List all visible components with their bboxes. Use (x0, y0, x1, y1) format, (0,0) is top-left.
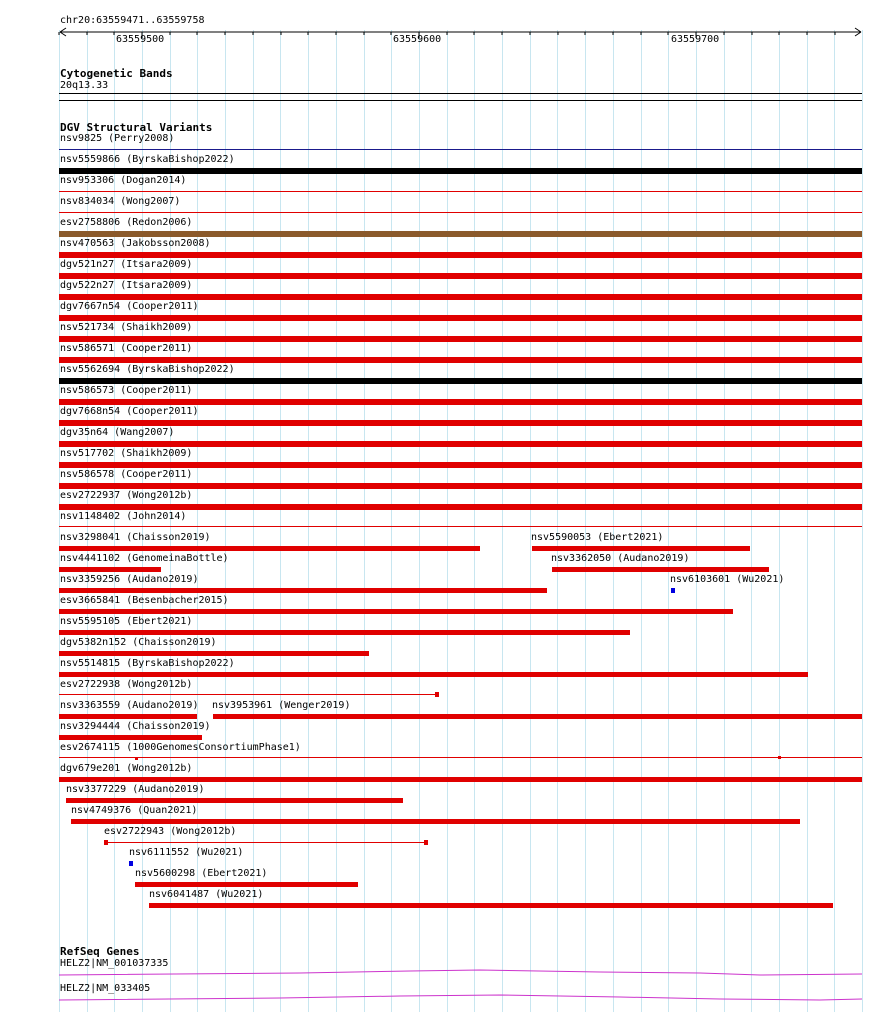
dgv-feature-glyph[interactable] (59, 441, 862, 447)
dgv-feature-glyph[interactable] (59, 149, 862, 150)
grid-line (862, 30, 863, 1012)
dgv-feature-label[interactable]: nsv834034 (Wong2007) (60, 196, 181, 207)
grid-line (641, 30, 642, 1012)
dgv-feature-label[interactable]: nsv586573 (Cooper2011) (60, 385, 193, 396)
dgv-feature-glyph[interactable] (59, 694, 438, 695)
dgv-feature-glyph[interactable] (149, 903, 833, 908)
dgv-feature-label[interactable]: esv2758806 (Redon2006) (60, 217, 193, 228)
dgv-feature-label[interactable]: nsv517702 (Shaikh2009) (60, 448, 193, 459)
gene-glyph (59, 970, 862, 975)
grid-line (696, 30, 697, 1012)
dgv-feature-endcap (778, 756, 781, 759)
ruler-tick-label: 63559600 (393, 34, 442, 45)
cytoband-line[interactable] (59, 93, 862, 94)
grid-line (530, 30, 531, 1012)
dgv-feature-glyph[interactable] (59, 735, 202, 740)
dgv-feature-label[interactable]: nsv521734 (Shaikh2009) (60, 322, 193, 333)
dgv-feature-label[interactable]: esv3665841 (Besenbacher2015) (60, 595, 229, 606)
dgv-feature-label[interactable]: esv2722943 (Wong2012b) (104, 826, 237, 837)
gene-glyphs (0, 965, 890, 1005)
dgv-feature-glyph[interactable] (129, 861, 133, 866)
dgv-feature-glyph[interactable] (59, 526, 862, 527)
grid-line (197, 30, 198, 1012)
dgv-feature-label[interactable]: dgv679e201 (Wong2012b) (60, 763, 193, 774)
dgv-feature-label[interactable]: nsv5590053 (Ebert2021) (531, 532, 664, 543)
dgv-feature-label[interactable]: nsv953306 (Dogan2014) (60, 175, 187, 186)
track-divider (59, 100, 862, 101)
grid-line (751, 30, 752, 1012)
ruler-tick-label: 63559700 (671, 34, 720, 45)
dgv-feature-label[interactable]: nsv6041487 (Wu2021) (149, 889, 264, 900)
dgv-feature-glyph[interactable] (59, 483, 862, 489)
dgv-feature-glyph[interactable] (59, 212, 862, 213)
dgv-feature-label[interactable]: esv2674115 (1000GenomesConsortiumPhase1) (60, 742, 301, 753)
dgv-feature-glyph[interactable] (59, 231, 862, 237)
cytoband-track-title: Cytogenetic Bands (60, 67, 173, 80)
dgv-feature-glyph[interactable] (59, 273, 862, 279)
grid-line (391, 30, 392, 1012)
dgv-feature-label[interactable]: nsv5600298 (Ebert2021) (135, 868, 268, 879)
dgv-feature-label[interactable]: dgv522n27 (Itsara2009) (60, 280, 193, 291)
grid-line (807, 30, 808, 1012)
dgv-feature-endcap (424, 840, 428, 845)
dgv-feature-label[interactable]: dgv521n27 (Itsara2009) (60, 259, 193, 270)
dgv-feature-label[interactable]: nsv586578 (Cooper2011) (60, 469, 193, 480)
dgv-feature-label[interactable]: nsv3953961 (Wenger2019) (212, 700, 351, 711)
dgv-feature-label[interactable]: nsv3377229 (Audano2019) (66, 784, 205, 795)
dgv-feature-glyph[interactable] (59, 757, 862, 758)
dgv-feature-glyph[interactable] (213, 714, 862, 719)
dgv-feature-endcap (104, 840, 108, 845)
dgv-feature-label[interactable]: nsv3362050 (Audano2019) (551, 553, 690, 564)
grid-line (613, 30, 614, 1012)
dgv-feature-glyph[interactable] (105, 842, 427, 843)
dgv-feature-glyph[interactable] (59, 336, 862, 342)
grid-line (280, 30, 281, 1012)
dgv-feature-glyph[interactable] (59, 630, 630, 635)
grid-line (724, 30, 725, 1012)
dgv-feature-label[interactable]: nsv3294444 (Chaisson2019) (60, 721, 211, 732)
dgv-feature-glyph[interactable] (59, 252, 862, 258)
dgv-feature-label[interactable]: nsv6103601 (Wu2021) (670, 574, 785, 585)
dgv-feature-label[interactable]: nsv470563 (Jakobsson2008) (60, 238, 211, 249)
dgv-feature-glyph[interactable] (59, 777, 862, 782)
grid-line (834, 30, 835, 1012)
dgv-feature-glyph[interactable] (59, 546, 480, 551)
dgv-feature-glyph[interactable] (671, 588, 675, 593)
gene-label[interactable]: HELZ2|NM_033405 (60, 983, 151, 994)
refseq-track-title: RefSeq Genes (60, 945, 140, 958)
dgv-feature-glyph[interactable] (71, 819, 800, 824)
dgv-feature-glyph[interactable] (59, 168, 862, 174)
dgv-feature-label[interactable]: nsv4441102 (GenomeinaBottle) (60, 553, 229, 564)
dgv-feature-glyph[interactable] (532, 546, 750, 551)
dgv-feature-label[interactable]: nsv5559866 (ByrskaBishop2022) (60, 154, 235, 165)
dgv-feature-label[interactable]: nsv4749376 (Quan2021) (71, 805, 198, 816)
grid-line (253, 30, 254, 1012)
dgv-feature-label[interactable]: nsv3359256 (Audano2019) (60, 574, 199, 585)
dgv-feature-label[interactable]: dgv7667n54 (Cooper2011) (60, 301, 199, 312)
dgv-feature-glyph[interactable] (59, 504, 862, 510)
dgv-track-title: DGV Structural Variants (60, 121, 213, 134)
dgv-feature-label[interactable]: nsv9825 (Perry2008) (60, 133, 175, 144)
location-label: chr20:63559471..63559758 (60, 15, 205, 26)
dgv-feature-label[interactable]: nsv3363559 (Audano2019) (60, 700, 199, 711)
grid-line (308, 30, 309, 1012)
grid-line (668, 30, 669, 1012)
ruler-tick-label: 63559500 (116, 34, 165, 45)
dgv-feature-label[interactable]: nsv1148402 (John2014) (60, 511, 187, 522)
gene-label[interactable]: HELZ2|NM_001037335 (60, 958, 169, 969)
grid-line (419, 30, 420, 1012)
dgv-feature-label[interactable]: dgv35n64 (Wang2007) (60, 427, 175, 438)
dgv-feature-glyph[interactable] (552, 567, 769, 572)
dgv-feature-glyph[interactable] (59, 588, 547, 593)
dgv-feature-glyph[interactable] (59, 315, 862, 321)
dgv-feature-glyph[interactable] (59, 399, 862, 405)
dgv-feature-label[interactable]: nsv5595105 (Ebert2021) (60, 616, 193, 627)
dgv-feature-label[interactable]: dgv7668n54 (Cooper2011) (60, 406, 199, 417)
dgv-feature-label[interactable]: esv2722937 (Wong2012b) (60, 490, 193, 501)
grid-line (779, 30, 780, 1012)
dgv-feature-endcap (135, 757, 138, 760)
dgv-feature-label[interactable]: esv2722938 (Wong2012b) (60, 679, 193, 690)
dgv-feature-glyph[interactable] (59, 420, 862, 426)
dgv-feature-label[interactable]: nsv586571 (Cooper2011) (60, 343, 193, 354)
grid-line (585, 30, 586, 1012)
dgv-feature-label[interactable]: nsv6111552 (Wu2021) (129, 847, 244, 858)
dgv-feature-label[interactable]: nsv5562694 (ByrskaBishop2022) (60, 364, 235, 375)
dgv-feature-endcap (435, 692, 439, 697)
dgv-feature-glyph[interactable] (59, 672, 808, 677)
dgv-feature-glyph[interactable] (59, 714, 197, 719)
grid-line (502, 30, 503, 1012)
grid-line (336, 30, 337, 1012)
dgv-feature-label[interactable]: dgv5382n152 (Chaisson2019) (60, 637, 217, 648)
dgv-feature-glyph[interactable] (59, 462, 862, 468)
dgv-feature-glyph[interactable] (59, 651, 369, 656)
grid-line (557, 30, 558, 1012)
dgv-feature-glyph[interactable] (59, 294, 862, 300)
cytoband-label: 20q13.33 (60, 80, 109, 91)
gene-glyph (59, 995, 862, 1000)
grid-line (364, 30, 365, 1012)
grid-line (225, 30, 226, 1012)
dgv-feature-glyph[interactable] (135, 882, 358, 887)
grid-line (474, 30, 475, 1012)
dgv-feature-glyph[interactable] (59, 609, 733, 614)
dgv-feature-glyph[interactable] (59, 357, 862, 363)
dgv-feature-label[interactable]: nsv5514815 (ByrskaBishop2022) (60, 658, 235, 669)
dgv-feature-label[interactable]: nsv3298041 (Chaisson2019) (60, 532, 211, 543)
grid-line (447, 30, 448, 1012)
dgv-feature-glyph[interactable] (59, 378, 862, 384)
dgv-feature-glyph[interactable] (66, 798, 403, 803)
dgv-feature-glyph[interactable] (59, 191, 862, 192)
dgv-feature-glyph[interactable] (59, 567, 161, 572)
